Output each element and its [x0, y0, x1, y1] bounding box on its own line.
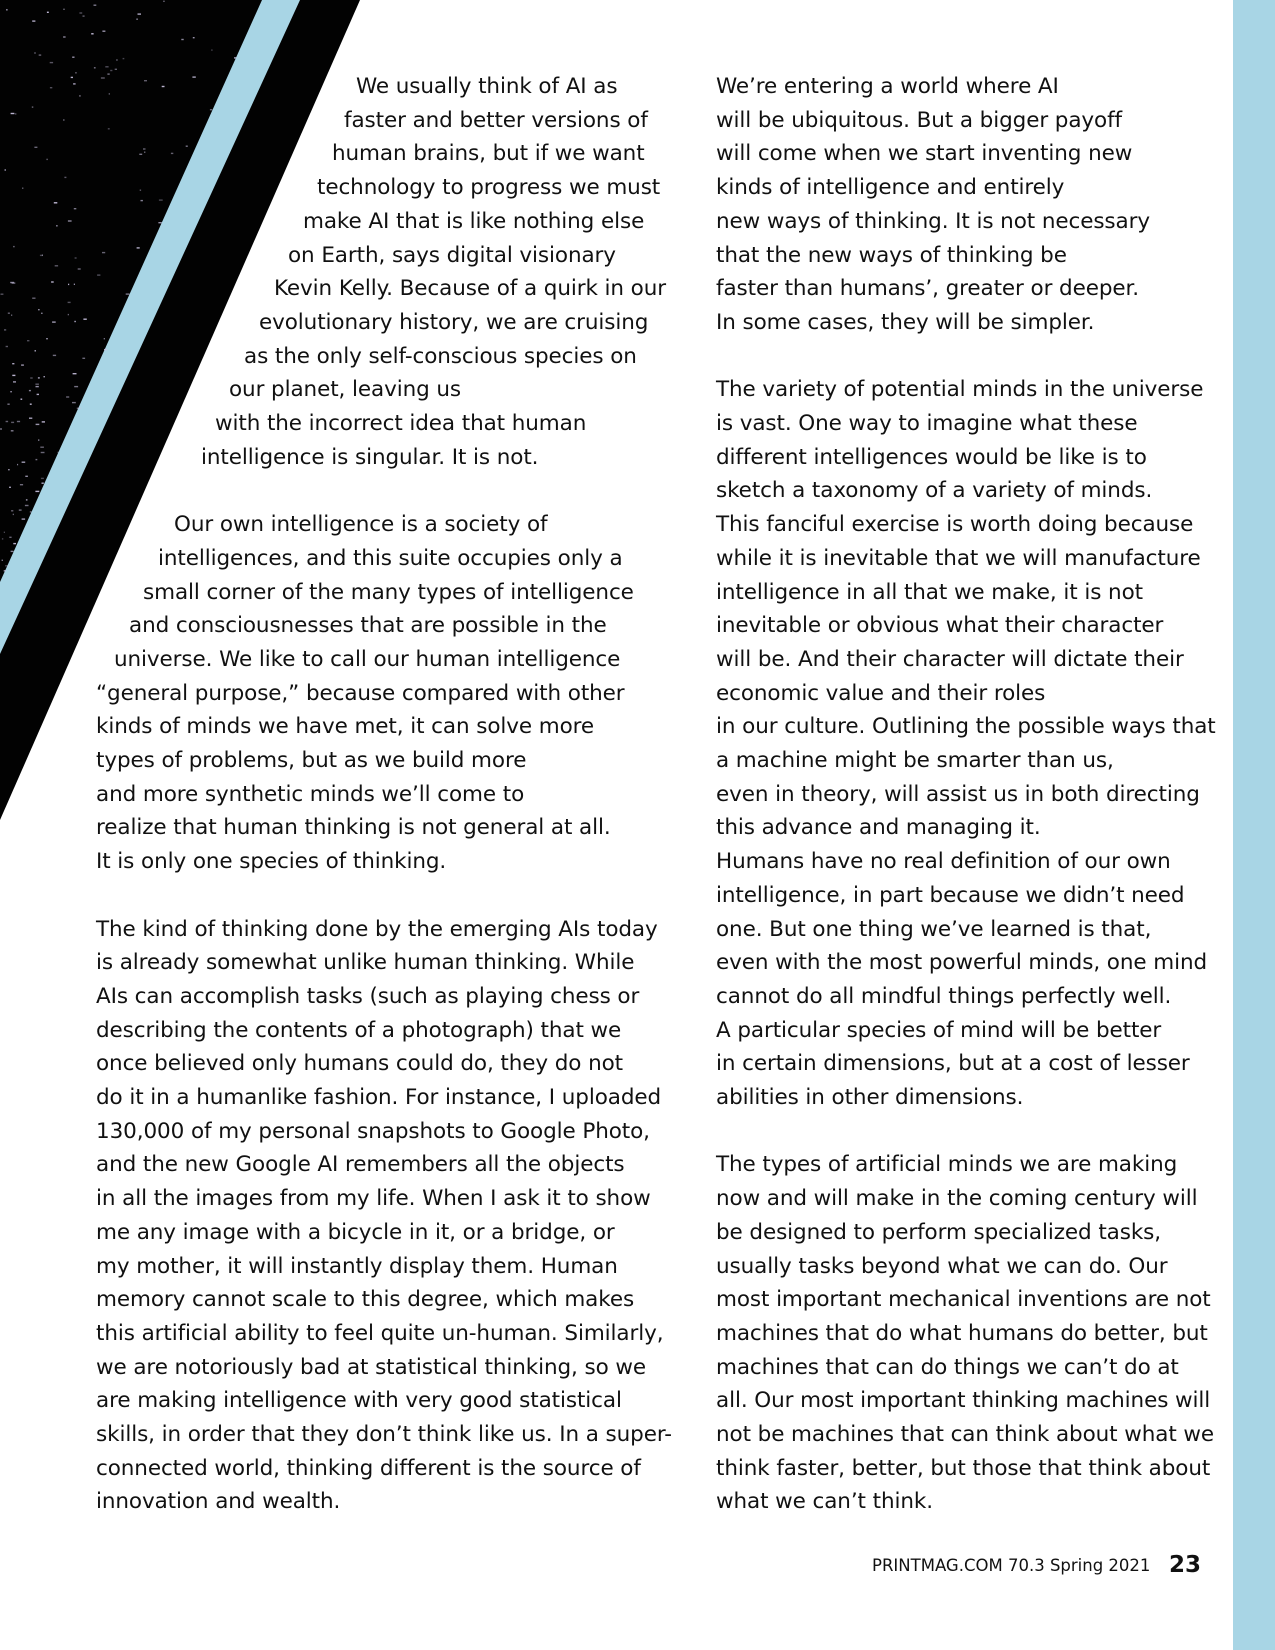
star [107, 73, 109, 74]
star [193, 37, 195, 38]
left-column-line: 130,000 of my personal snapshots to Google Photo, [96, 1118, 650, 1144]
left-column-line: types of problems, but as we build more [96, 748, 527, 773]
left-column-line: faster and better versions of [344, 107, 648, 133]
star [83, 15, 85, 16]
left-column-line: this artificial ability to feel quite un-human. Similarly, [96, 1320, 664, 1346]
star [4, 329, 6, 330]
left-column-line: We usually think of AI as [356, 74, 618, 99]
star [11, 422, 14, 423]
right-column-line: be designed to perform specialized tasks, [716, 1219, 1162, 1245]
star [13, 246, 14, 247]
star [74, 386, 78, 387]
star [13, 514, 14, 515]
star [104, 349, 107, 350]
star [36, 424, 40, 425]
star [8, 313, 10, 314]
right-column-line: inevitable or obvious what their character [716, 613, 1164, 639]
right-column-line: machines that can do things we can’t do at [716, 1354, 1179, 1380]
left-column-line: with the incorrect idea that human [215, 411, 587, 436]
star [0, 428, 2, 429]
star [4, 570, 6, 571]
left-column-line: connected world, thinking different is the source of [96, 1455, 641, 1481]
star [32, 298, 35, 299]
star [22, 518, 26, 519]
left-column-line: and the new Google AI remembers all the objects [96, 1152, 625, 1178]
star [72, 57, 74, 58]
right-column-line: This fanciful exercise is worth doing because [716, 512, 1194, 538]
star [1, 294, 4, 295]
star [52, 321, 56, 322]
star [36, 459, 38, 460]
right-column-line: not be machines that can think about what we [716, 1422, 1215, 1447]
right-column-line: intelligence, in part because we didn’t need [716, 882, 1185, 908]
star [11, 510, 13, 511]
star [94, 67, 96, 68]
star [25, 505, 29, 506]
left-column-line: It is only one species of thinking. [96, 849, 447, 875]
star [5, 565, 8, 566]
star [159, 199, 163, 200]
left-column-line: and consciousnesses that are possible in the [129, 613, 607, 639]
right-column-line: new ways of thinking. It is not necessary [716, 208, 1150, 234]
star [102, 252, 105, 253]
left-column-line: realize that human thinking is not general at all. [96, 815, 611, 841]
star [66, 396, 69, 397]
star [68, 220, 72, 221]
star [22, 462, 26, 463]
star [143, 148, 146, 149]
right-column-line: machines that do what humans do better, but [716, 1320, 1208, 1346]
right-edge-blue-bar [1233, 0, 1275, 1650]
left-column-line: human brains, but if we want [332, 141, 645, 167]
star [72, 402, 76, 403]
left-column-line: make AI that is like nothing else [303, 208, 645, 234]
star [34, 147, 37, 148]
right-column-line: intelligence in all that we make, it is not [716, 579, 1143, 605]
star [109, 93, 110, 94]
left-column-line: Our own intelligence is a society of [174, 512, 548, 538]
left-column-line: we are notoriously bad at statistical thinking, so we [96, 1354, 647, 1380]
star [30, 511, 32, 512]
star [19, 509, 22, 510]
star [108, 128, 110, 129]
star [32, 20, 35, 21]
star [29, 418, 32, 419]
right-column-line: in our culture. Outlining the possible ways that [716, 714, 1216, 740]
star [47, 159, 48, 160]
star [79, 95, 81, 96]
left-column-line: “general purpose,” because compared with other [96, 680, 625, 706]
star [11, 551, 14, 552]
left-column-line: intelligences, and this suite occupies only a [158, 545, 623, 571]
right-column-line: will be ubiquitous. But a bigger payoff [716, 107, 1123, 133]
star [25, 476, 28, 477]
star [116, 59, 117, 60]
star [22, 188, 23, 189]
left-column-line: are making intelligence with very good statistical [96, 1388, 622, 1414]
right-column-line: what we can’t think. [716, 1489, 933, 1515]
star [13, 543, 16, 544]
star [140, 190, 141, 191]
right-column-line: The types of artificial minds we are making [716, 1152, 1178, 1178]
left-column-line: AIs can accomplish tasks (such as playing chess or [96, 983, 640, 1009]
star [211, 49, 212, 50]
star [91, 33, 93, 34]
right-column-line: now and will make in the coming century will [716, 1186, 1198, 1212]
star [41, 313, 42, 314]
star [71, 77, 73, 78]
star [137, 247, 140, 248]
right-column-line: this advance and managing it. [716, 815, 1041, 841]
star [63, 9, 64, 10]
left-column-line: our planet, leaving us [229, 377, 462, 403]
star [4, 532, 5, 533]
star [75, 72, 76, 73]
star [35, 491, 39, 492]
star [35, 350, 37, 351]
star [68, 302, 71, 303]
star [30, 404, 32, 405]
star [2, 538, 3, 539]
star [104, 338, 105, 339]
left-column-line: skills, in order that they don’t think like us. In a super- [96, 1422, 672, 1447]
left-column-line: small corner of the many types of intelligence [143, 579, 634, 605]
star [64, 177, 66, 178]
star [38, 439, 39, 440]
star [21, 399, 23, 400]
right-column-line: while it is inevitable that we will manufacture [716, 545, 1201, 571]
star [171, 153, 173, 154]
star [41, 452, 45, 453]
star [15, 113, 17, 114]
star [27, 340, 29, 341]
star [144, 152, 145, 153]
right-column-line: Humans have no real definition of our own [716, 849, 1171, 875]
left-column-line: do it in a humanlike fashion. For instance, I uploaded [96, 1085, 662, 1110]
star [30, 377, 33, 378]
star [158, 222, 161, 223]
star [6, 421, 9, 422]
right-column-line: even in theory, will assist us in both directing [716, 781, 1200, 807]
left-column-line: intelligence is singular. It is not. [201, 444, 539, 470]
star [6, 346, 8, 347]
star [126, 293, 130, 294]
star [12, 375, 15, 376]
right-column-line: think faster, better, but those that think about [716, 1455, 1211, 1481]
right-column-line: cannot do all mindful things perfectly well. [716, 983, 1172, 1009]
star [39, 54, 42, 55]
star [186, 146, 188, 147]
star [13, 381, 16, 382]
left-column-line: in all the images from my life. When I ask it to show [96, 1186, 651, 1212]
star [102, 31, 105, 32]
star [234, 57, 236, 58]
star [51, 281, 54, 282]
star [55, 265, 58, 266]
star [41, 478, 44, 479]
star [78, 268, 81, 269]
star [50, 87, 52, 88]
star [44, 376, 45, 377]
star [105, 66, 108, 67]
star [74, 208, 77, 209]
star [115, 69, 117, 70]
star [68, 284, 69, 285]
star [40, 447, 44, 448]
right-column-line: in certain dimensions, but at a cost of lesser [716, 1051, 1190, 1077]
right-column-line: different intelligences would be like is to [716, 444, 1147, 470]
star [20, 484, 23, 485]
left-column-line: evolutionary history, we are cruising [259, 309, 649, 335]
star [10, 391, 12, 392]
left-column-line: my mother, it will instantly display them. Human [96, 1253, 618, 1279]
star [56, 225, 57, 226]
star [5, 169, 7, 170]
star [32, 106, 34, 107]
left-column-line: memory cannot scale to this degree, which makes [96, 1287, 635, 1313]
footer-source: PRINTMAG.COM 70.3 Spring 2021 [872, 1556, 1151, 1575]
left-column-line: The kind of thinking done by the emerging AIs today [96, 916, 658, 942]
star [192, 76, 195, 77]
star [12, 282, 16, 283]
star [47, 12, 49, 13]
left-column-line: innovation and wealth. [96, 1489, 341, 1515]
star [163, 1, 164, 2]
star [101, 77, 105, 78]
right-column-line: all. Our most important thinking machines will [716, 1388, 1211, 1414]
right-column-line: In some cases, they will be simpler. [716, 309, 1095, 335]
star [37, 394, 39, 395]
right-column-line: sketch a taxonomy of a variety of minds. [716, 478, 1153, 504]
star [94, 5, 97, 6]
star [139, 154, 142, 155]
right-column-line: even with the most powerful minds, one mind [716, 950, 1208, 976]
star [7, 404, 9, 405]
left-column-line: me any image with a bicycle in it, or a bridge, or [96, 1219, 615, 1245]
star [50, 62, 53, 63]
star [35, 384, 39, 385]
star [110, 70, 112, 71]
star [38, 309, 40, 310]
star [138, 13, 142, 14]
left-column-line: is already somewhat unlike human thinking. While [96, 950, 635, 976]
star [11, 430, 14, 431]
left-column-line: describing the contents of a photograph) that we [96, 1017, 622, 1043]
star [79, 12, 82, 13]
star [144, 80, 147, 81]
star [73, 83, 76, 84]
right-column-line: most important mechanical inventions are not [716, 1287, 1211, 1313]
right-column-line: a machine might be smarter than us, [716, 748, 1114, 773]
star [9, 537, 11, 538]
page-number: 23 [1169, 1552, 1202, 1578]
star [68, 314, 69, 315]
right-column-line: abilities in other dimensions. [716, 1085, 1024, 1110]
right-column-line: one. But one thing we’ve learned is that, [716, 916, 1152, 942]
star [17, 421, 20, 422]
left-column-line: on Earth, says digital visionary [288, 242, 616, 268]
star [63, 119, 64, 120]
star [26, 499, 28, 500]
right-column-line: will be. And their character will dictate their [716, 646, 1184, 672]
star [53, 355, 56, 356]
star [136, 19, 138, 20]
star [21, 364, 24, 365]
star [40, 255, 43, 256]
star [74, 321, 75, 322]
star [141, 200, 143, 201]
star [38, 377, 40, 378]
right-column-line: is vast. One way to imagine what these [716, 411, 1138, 436]
star [82, 358, 85, 359]
left-column-line: once believed only humans could do, they do not [96, 1051, 624, 1077]
star [75, 257, 77, 258]
star [36, 386, 39, 387]
star [83, 319, 86, 320]
left-column-line: and more synthetic minds we’ll come to [96, 781, 525, 807]
star [17, 464, 18, 465]
star [63, 36, 66, 37]
right-column-line: We’re entering a world where AI [716, 74, 1059, 99]
right-column-line: will come when we start inventing new [716, 141, 1133, 167]
star [77, 408, 81, 409]
left-column-line: technology to progress we must [317, 175, 661, 201]
star [210, 109, 212, 110]
right-column-line: usually tasks beyond what we can do. Our [716, 1253, 1168, 1279]
star [6, 9, 8, 10]
right-column-line: The variety of potential minds in the universe [716, 377, 1204, 403]
star [123, 58, 125, 59]
left-column-line: kinds of minds we have met, it can solve more [96, 714, 595, 740]
star [8, 469, 9, 470]
right-column-line: kinds of intelligence and entirely [716, 175, 1065, 201]
star [97, 274, 100, 275]
right-column-line: faster than humans’, greater or deeper. [716, 276, 1140, 302]
star [34, 52, 35, 53]
star [181, 39, 183, 40]
star [42, 483, 44, 484]
star [74, 284, 75, 285]
star [12, 363, 14, 364]
left-column-line: Kevin Kelly. Because of a quirk in our [274, 276, 666, 302]
left-column-line: universe. We like to call our human intelligence [114, 646, 621, 672]
right-column-line: that the new ways of thinking be [716, 242, 1067, 268]
right-column-line: A particular species of mind will be better [716, 1017, 1162, 1043]
star [11, 113, 15, 114]
star [29, 390, 31, 391]
star [54, 202, 58, 203]
right-column-line: economic value and their roles [716, 680, 1046, 706]
star [42, 421, 45, 422]
star [162, 86, 165, 87]
star [73, 373, 77, 374]
star [58, 452, 59, 453]
left-column-line: as the only self-conscious species on [244, 343, 637, 369]
star [9, 487, 11, 488]
star [11, 315, 12, 316]
star [46, 338, 47, 339]
star [2, 560, 3, 561]
